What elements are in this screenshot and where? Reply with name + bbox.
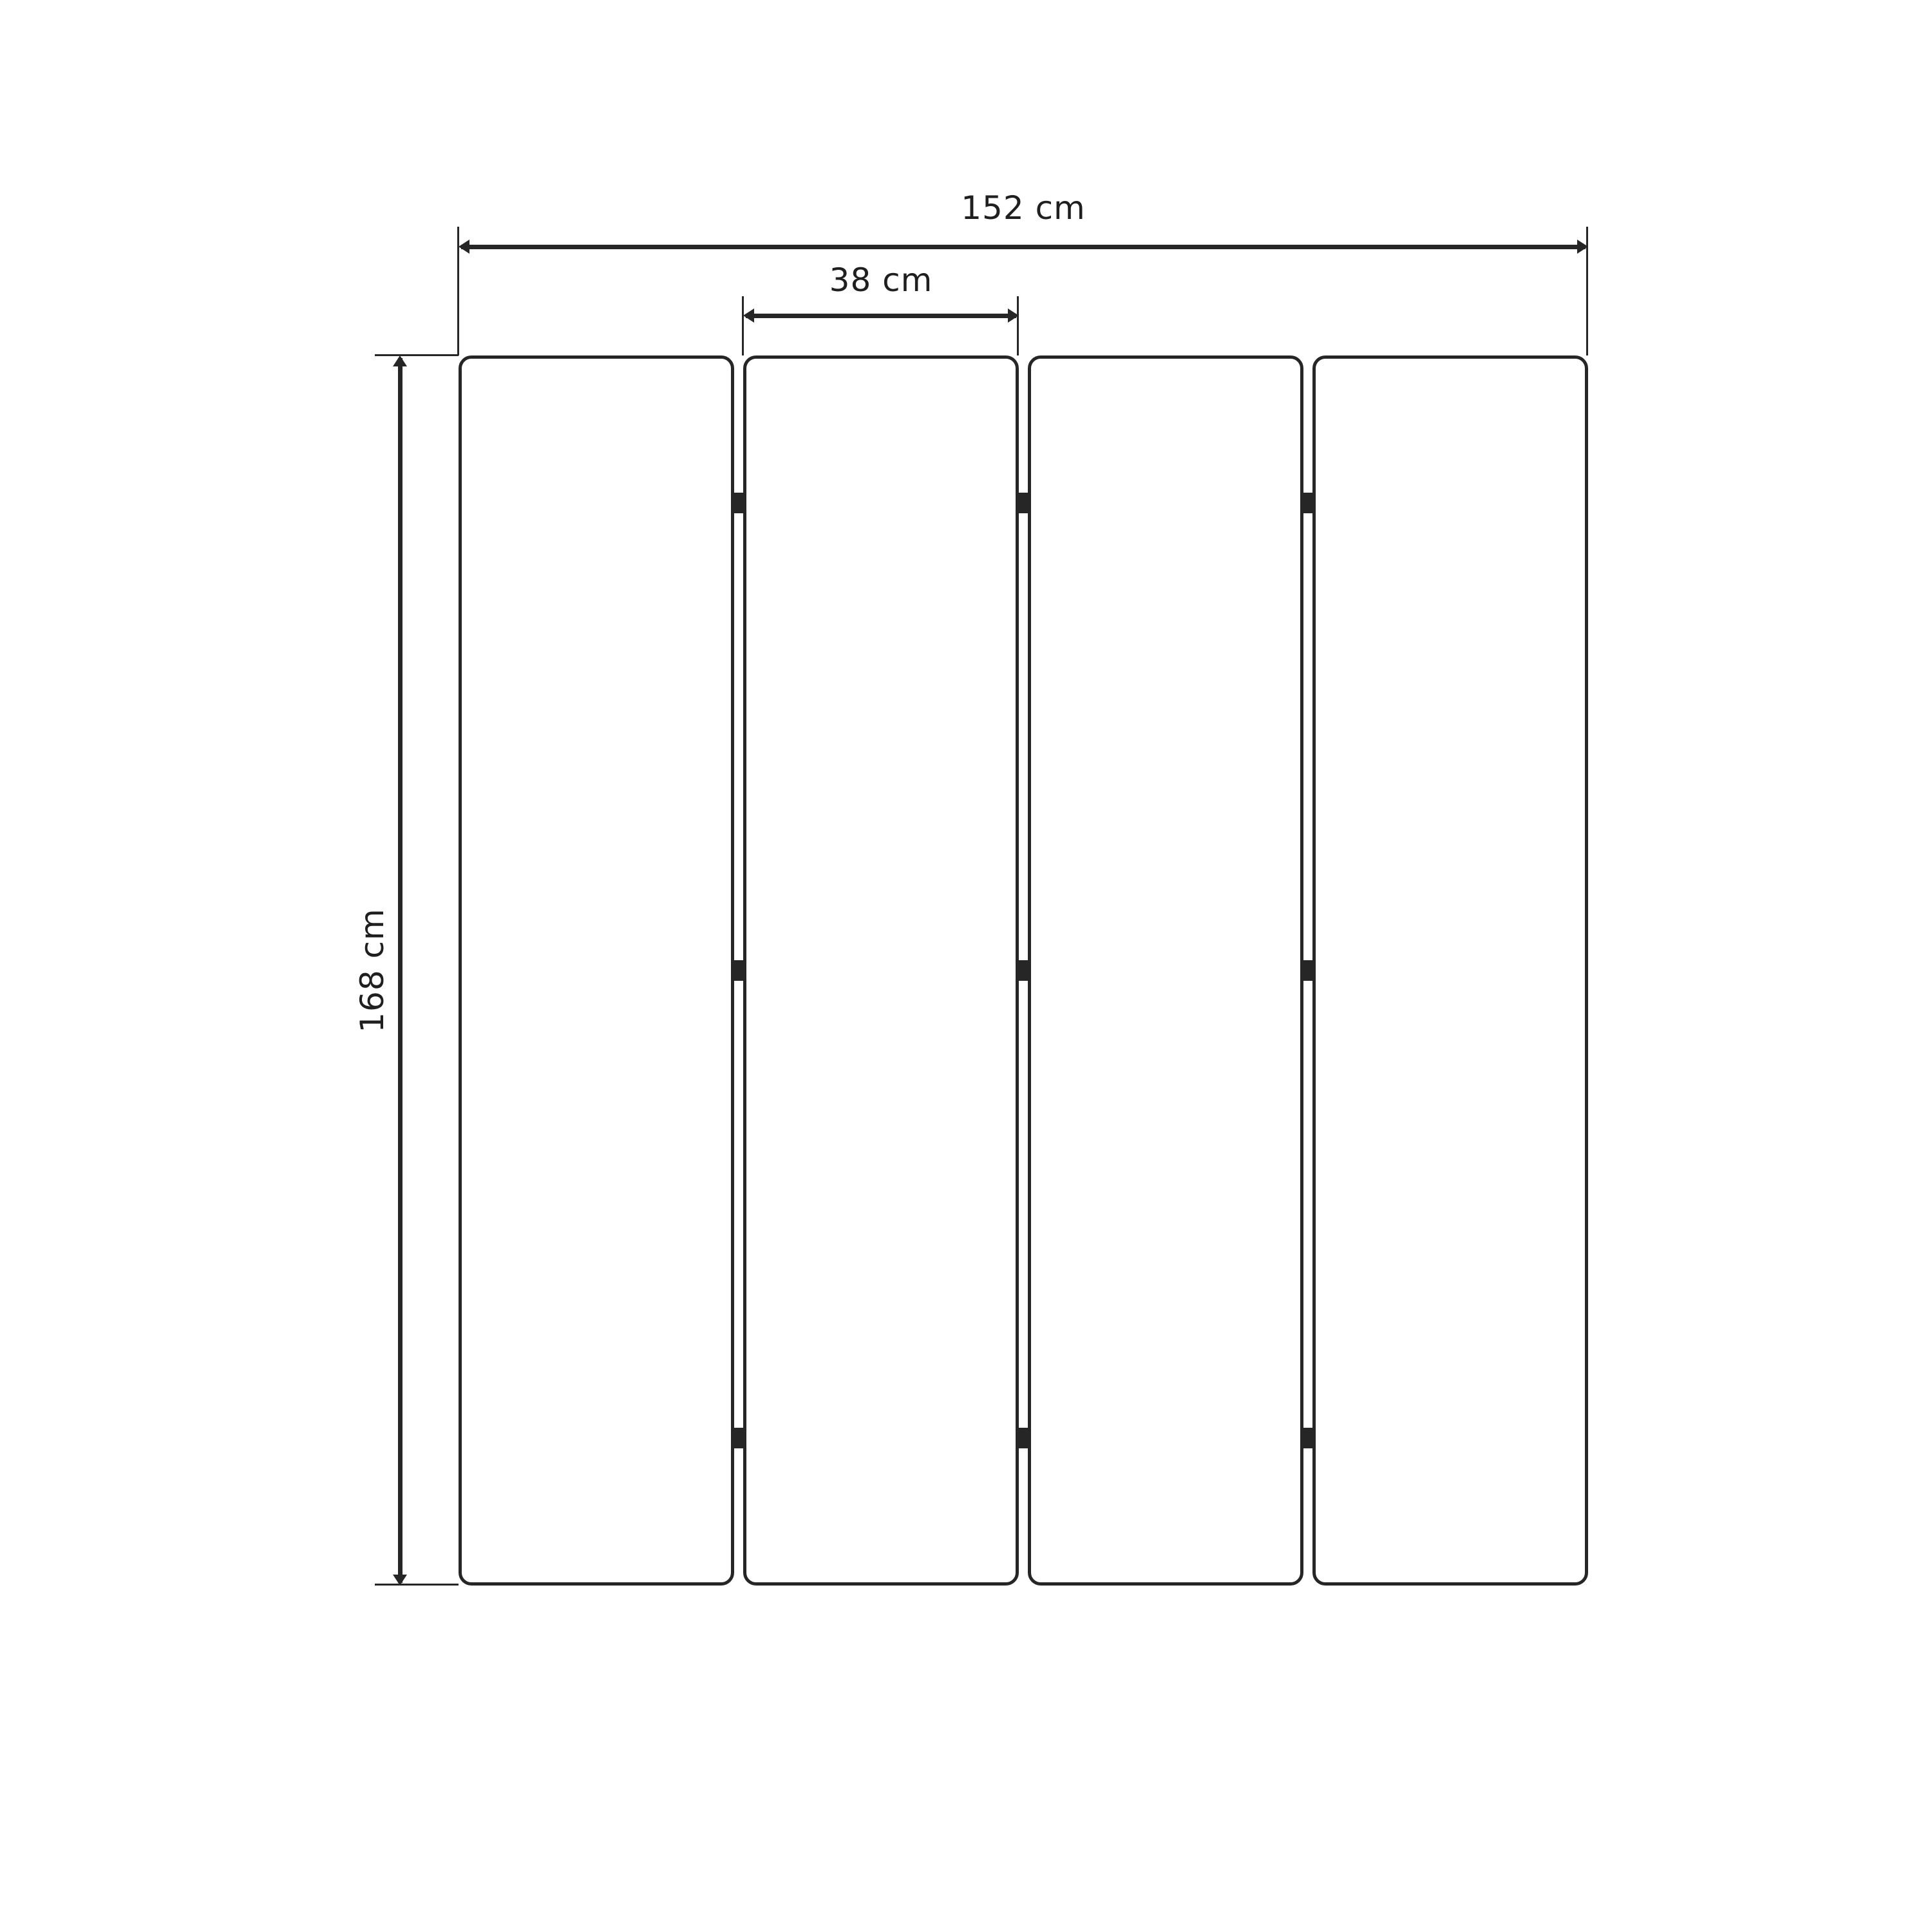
extension-line-height-top — [375, 354, 459, 356]
extension-line-height-bottom — [375, 1584, 459, 1586]
dimension-line-shaft — [746, 314, 1016, 318]
hinge-mark — [1302, 493, 1314, 513]
hinge-mark — [1018, 1428, 1029, 1448]
arrowhead-down-icon — [393, 1575, 407, 1586]
arrowhead-right-icon — [1008, 308, 1019, 323]
hinge-mark — [1302, 960, 1314, 981]
panel-2 — [743, 355, 1019, 1586]
hinge-mark — [733, 1428, 744, 1448]
total-width-dimension-line — [459, 236, 1588, 257]
panel-4 — [1312, 355, 1588, 1586]
dimension-line-shaft — [461, 245, 1586, 249]
arrowhead-right-icon — [1577, 240, 1588, 254]
panel-width-dimension-line — [743, 305, 1019, 326]
total-width-label: 152 cm — [961, 189, 1086, 227]
height-dimension-line — [390, 355, 410, 1586]
hinge-mark — [1018, 493, 1029, 513]
panel-width-label: 38 cm — [829, 261, 933, 299]
panel-3 — [1028, 355, 1303, 1586]
dimension-line-shaft — [398, 358, 402, 1583]
hinge-mark — [1018, 960, 1029, 981]
panel-1 — [459, 355, 734, 1586]
hinge-mark — [733, 960, 744, 981]
hinge-mark — [733, 493, 744, 513]
height-label: 168 cm — [354, 908, 391, 1033]
hinge-mark — [1302, 1428, 1314, 1448]
